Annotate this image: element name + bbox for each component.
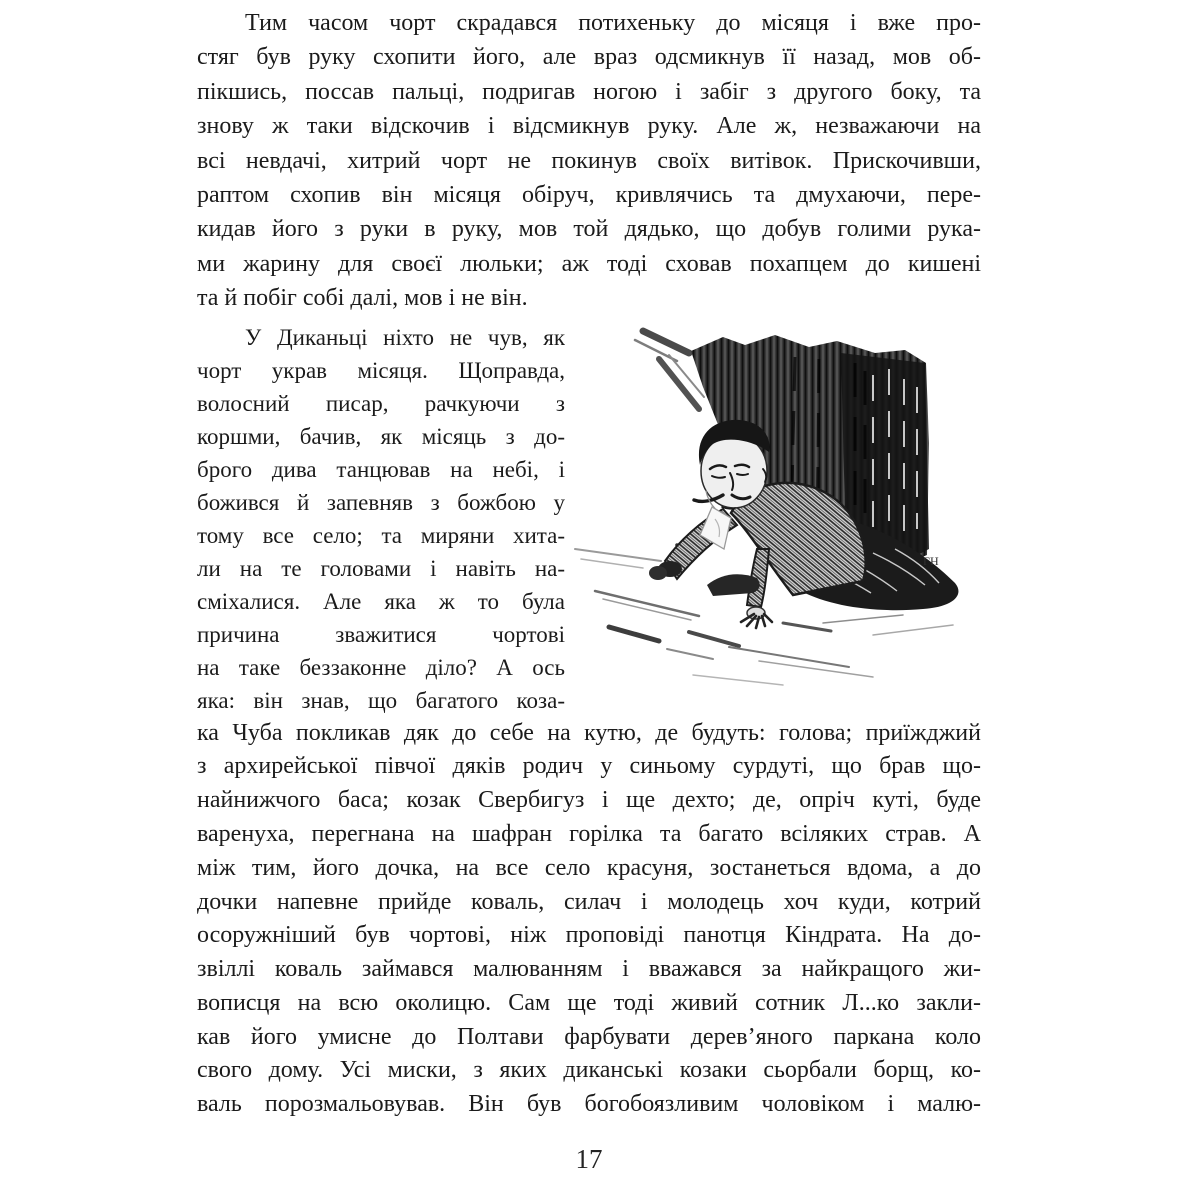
text-line: вописця на всю околицю. Сам ще тоді живий сотник Л...ко закли- [197,989,981,1016]
paragraph-2-with-illustration [197,321,981,717]
paragraph-1 [197,6,981,316]
text-line: брого дива танцював на небі, і [197,456,565,482]
text-line: та й побіг собі далі, мов і не він. [197,285,528,312]
text-line: волосний писар, рачкуючи з [197,390,565,416]
text-line: валь порозмальовував. Він був богобоязливим чоловіком і малю- [197,1091,981,1118]
page-text [197,6,981,1122]
text-line: звіллі коваль займався малюванням і вважався за найкращого жи- [197,956,981,983]
text-line: ка Чуба покликав дяк до себе на кутю, де будуть: голова; приїжджий [197,719,981,746]
text-line: між тим, його дочка, на все село красуня, зостанеться вдома, а до [197,854,981,881]
text-line: яка: він знав, що багатого коза- [197,687,565,713]
paragraph-2-continued [197,717,981,1123]
text-line: сміхалися. Але яка ж то була [197,588,565,614]
text-line: чорт украв місяця. Щоправда, [197,357,565,383]
page-number: 17 [575,1144,603,1174]
ink-drawing [573,323,981,715]
illustration-crawling-man [573,323,981,715]
text-line: всі невдачі, хитрий чорт не покинув своїх витівок. Прискочивши, [197,147,981,174]
text-line: раптом схопив він місяця обіруч, кривлячись та дмухаючи, пере- [197,181,981,208]
text-line: стяг був руку схопити його, але враз одсмикнув її назад, мов об- [197,44,981,71]
text-line: варенуха, перегнана на шафран горілка та багато всіляких страв. А [197,820,981,847]
text-line: пікшись, поссав пальці, подригав ногою і забіг з другого боку, та [197,78,981,105]
stick-scribbles [635,331,704,409]
text-line: кидав його з руки в руку, мов той дядько, що добув голими рука- [197,216,981,243]
text-line: ли на те головами і навіть на- [197,555,565,581]
text-line: ми жарину для своєї люльки; аж тоді сховав похапцем до кишені [197,250,981,277]
text-line: божився й запевняв з божбою у [197,489,565,515]
text-line: дочки напевне прийде коваль, силач і молодець хоч куди, котрий [197,888,981,915]
text-line: У Диканьці ніхто не чув, як [245,324,565,350]
text-line: осоружніший був чортові, ніж проповіді панотця Кіндрата. На до- [197,922,981,949]
paragraph-2-column [197,321,565,717]
text-line: найнижчого баса; козак Свербигуз і ще дехто; де, опріч куті, буде [197,787,981,814]
text-line: знову ж таки відскочив і відсмикнув руку. Але ж, незважаючи на [197,113,981,140]
text-line: тому все село; та миряни хита- [197,522,565,548]
text-line: Тим часом чорт скрадався потихеньку до місяця і вже про- [245,10,981,36]
text-line: на таке беззаконне діло? А ось [197,654,565,680]
text-line: причина зважитися чортові [197,621,565,647]
text-line: свого дому. Усі миски, з яких диканські козаки сьорбали борщ, ко- [197,1057,981,1084]
text-line: з архирейської півчої дяків родич у синьому сурдуті, що брав що- [197,753,981,780]
text-line: кав його умисне до Полтави фарбувати дерев’яного паркана коло [197,1023,981,1050]
text-line: коршми, бачив, як місяць з до- [197,423,565,449]
artist-monogram: ГН [923,553,939,568]
